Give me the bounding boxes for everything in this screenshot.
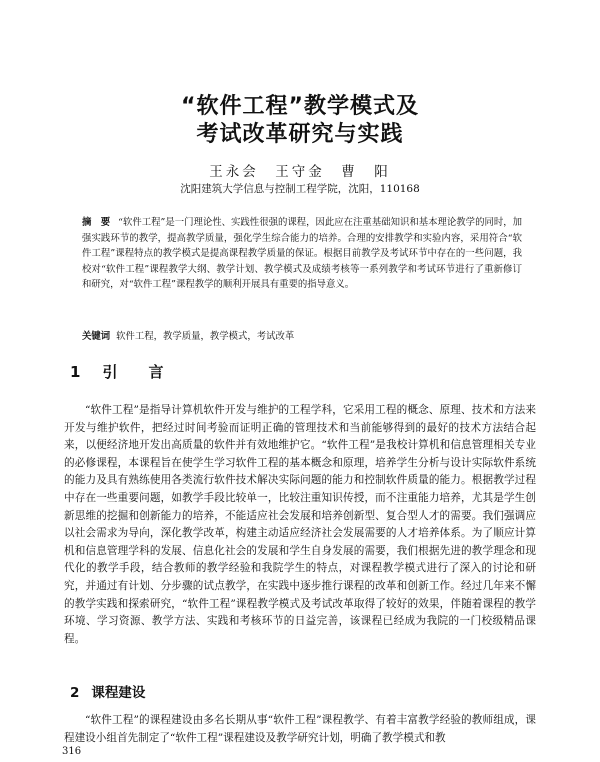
- section-title: 引 言: [102, 363, 172, 381]
- paper-title-line-1: “软件工程”教学模式及: [181, 94, 419, 119]
- affiliation: 沈阳建筑大学信息与控制工程学院，沈阳，110168: [180, 183, 420, 195]
- course-construction-paragraph: “软件工程”的课程建设由多名长期从事“软件工程”课程教学、有着丰富教学经验的教师组成，课程建设小组首先制定了“软件工程”课程建设及教学研究计划，明确了教学模式和教: [64, 714, 536, 744]
- introduction-paragraph: “软件工程”是指导计算机软件开发与维护的工程学科，它采用工程的概念、原理、技术和方法来开发与维护软件，把经过时间考验而证明正确的管理技术和当前能够得到的最好的技术方法结合起来，以便经济地开发出高质量的软件并有效地维护它。“软件工程”是我校计算机和信息管理相关专业的必修课程，本课程旨在使学生学习软件工程的基本概念和原理，培养学生分析与设计实际软件系统的能力及具有熟练使用各类流行软件技术解决实际问题的能力和控制软件质量的能力。根据教学过程中存在一些重要问题，如教学手段比较单一，比较注重知识传授，而不注重能力培养，尤其是学生创新思维的挖掘和创新能力的培养，不能适应社会发展和培养创新型、复合型人才的需要。我们强调应以社会需求为导向，深化教学改革，构建主动适应经济社会发展需要的人才培养体系。为了顺应计算机和信息管理学科的发展、信息化社会的发展和学生自身发展的需要，我们根据先进的教学理念和现代化的教学手段，结合教师的教学经验和我院学生的特点，对课程教学模式进行了深入的讨论和研究，并通过有计划、分步骤的试点教学，在实践中逐步推行课程的改革和创新工作。经过几年来不懈的教学实践和探索研究，“软件工程”课程教学模式及考试改革取得了较好的效果，伴随着课程的教学环境、学习资源、教学方法、实践和考核环节的日益完善，该课程已经成为我院的一门校级精品课程。: [64, 404, 536, 645]
- section-heading-introduction: [70, 361, 171, 382]
- page-number: 316: [62, 746, 82, 757]
- keywords-label: 关键词: [82, 331, 111, 342]
- abstract-label: 摘 要: [82, 217, 111, 228]
- abstract: [82, 215, 522, 293]
- abstract-text: “软件工程”是一门理论性、实践性很强的课程，因此应在注重基础知识和基本理论教学的同时，加强实践环节的教学，提高教学质量，强化学生综合能力的培养。合理的安排教学和实验内容，采用符合“软件工程”课程特点的教学模式是提高课程教学质量的保证。根据目前教学及考试环节中存在的一些问题，我校对“软件工程”课程教学大纲、教学计划、教学模式及成绩考核等一系列教学和考试环节进行了重新修订和研究，对“软件工程”课程教学的顺利开展具有重要的指导意义。: [82, 217, 522, 290]
- section-number: 2: [70, 685, 80, 701]
- keywords: [82, 330, 522, 344]
- section-title: 课程建设: [91, 685, 146, 701]
- keywords-text: 软件工程，教学质量，教学模式，考试改革: [116, 331, 295, 342]
- paper-title-line-2: 考试改革研究与实践: [196, 122, 404, 147]
- section-heading-course-construction: [70, 681, 145, 701]
- authors: 王永会 王守金 曹 阳: [209, 164, 391, 180]
- section-number: 1: [70, 363, 89, 381]
